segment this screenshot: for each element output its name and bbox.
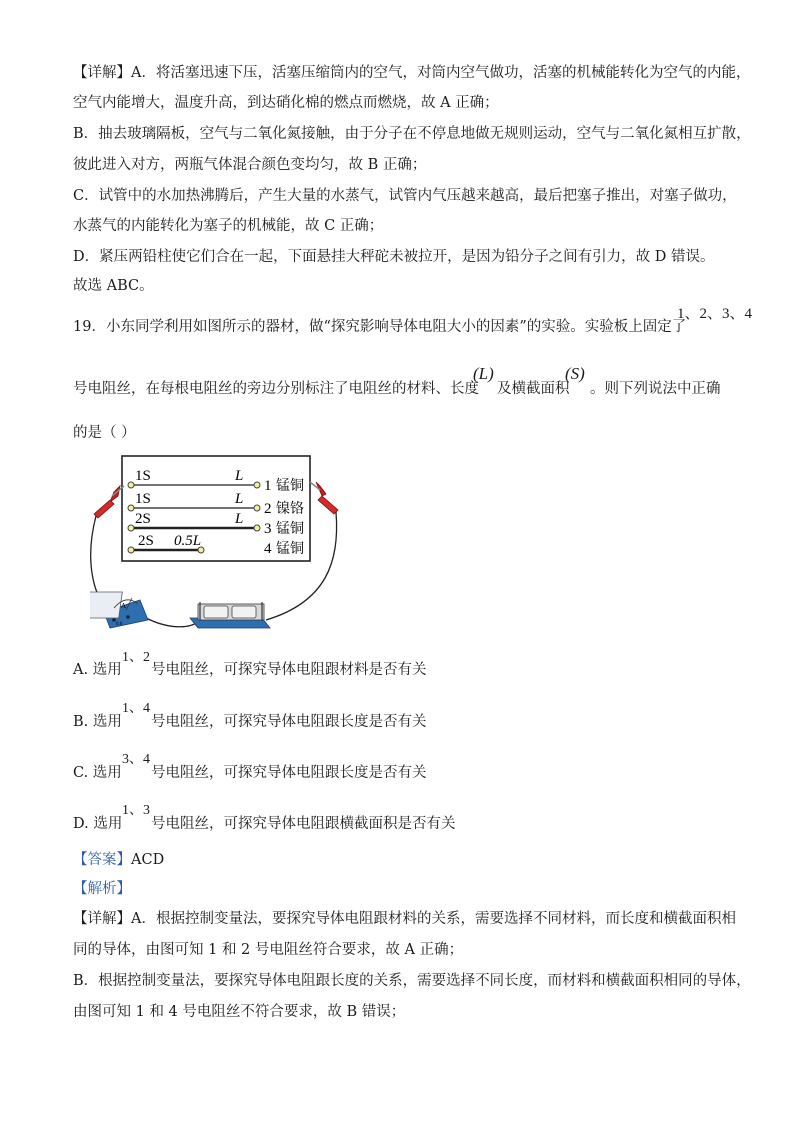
prev-detail-line-3: B．抽去玻璃隔板，空气与二氧化氮接触，由于分子在不停息地做无规则运动，空气与二氧化氮相互扩散， (73, 126, 751, 142)
left-alligator-clip (94, 486, 124, 518)
wire-2-material: 镍铬 (276, 502, 304, 517)
question-wire-numbers: 1、2、3、4 (677, 306, 753, 322)
prev-detail-line-4: 彼此进入对方，两瓶气体混合颜色变均匀，故 B 正确； (73, 157, 427, 173)
detail-line-4: 由图可知 1 和 4 号电阻丝不符合要求，故 B 错误； (73, 1004, 406, 1020)
detail-line-1: 【详解】A．根据控制变量法，要探究导体电阻跟材料的关系，需要选择不同材料，而长度和横截面积相 (73, 911, 736, 927)
answer-value: ACD (131, 852, 165, 868)
option-d-numbers: 1、3 (122, 803, 150, 818)
wire-1-area: 1S (135, 468, 151, 484)
question-line-3: 的是（ ） (73, 425, 136, 441)
wire-2-length: L (235, 491, 244, 507)
option-a-prefix: A. 选用 (73, 662, 122, 678)
detail-line-3: B．根据控制变量法，要探究导体电阻跟长度的关系，需要选择不同长度，而材料和横截面积相同的导体， (73, 973, 751, 989)
prev-detail-line-6: 水蒸气的内能转化为塞子的机械能，故 C 正确； (73, 218, 384, 234)
circuit-figure (90, 452, 350, 637)
option-a-numbers: 1、2 (122, 650, 150, 665)
wire-2-area: 1S (135, 491, 151, 507)
option-b-text: 号电阻丝，可探究导体电阻跟长度是否有关 (151, 714, 427, 730)
option-d-text: 号电阻丝，可探究导体电阻跟横截面积是否有关 (151, 816, 456, 832)
answer-label: 【答案】 (73, 852, 131, 868)
option-c-text: 号电阻丝，可探究导体电阻跟长度是否有关 (151, 765, 427, 781)
option-b-prefix: B. 选用 (73, 714, 122, 730)
wire-3-number: 3 (264, 521, 272, 537)
prev-detail-line-8: 故选 ABC。 (73, 278, 154, 294)
right-alligator-clip (310, 482, 338, 514)
option-c-prefix: C. 选用 (73, 765, 122, 781)
bottom-lead-wire (146, 618, 198, 627)
option-d-prefix: D. 选用 (73, 816, 123, 832)
question-line-2a: 号电阻丝，在每根电阻丝的旁边分别标注了电阻丝的材料、长度 (73, 381, 479, 397)
wire-3-material: 锰铜 (276, 522, 304, 537)
ammeter-range: 0.6 (116, 622, 123, 627)
wire-3-length: L (235, 511, 244, 527)
length-symbol: (L) (473, 364, 494, 383)
ammeter-symbol: A (121, 602, 127, 610)
option-c-numbers: 3、4 (122, 752, 150, 767)
analysis-label: 【解析】 (73, 881, 131, 897)
prev-detail-line-2: 空气内能增大，温度升高，到达硝化棉的燃点而燃烧，故 A 正确； (73, 95, 499, 111)
wire-3-area: 2S (135, 511, 151, 527)
question-line-1: 19．小东同学利用如图所示的器材，做“探究影响导体电阻大小的因素”的实验。实验板上固定了 (73, 319, 687, 335)
wire-4-material: 锰铜 (276, 542, 304, 557)
prev-detail-line-7: D．紧压两铅柱使它们合在一起，下面悬挂大秤砣未被拉开，是因为铅分子之间有引力，故 D 错误。 (73, 249, 715, 265)
prev-detail-line-5: C．试管中的水加热沸腾后，产生大量的水蒸气，试管内气压越来越高，最后把塞子推出，对塞子做功， (73, 188, 737, 204)
wire-2-number: 2 (264, 501, 272, 517)
area-symbol: (S) (565, 364, 585, 383)
wire-1-number: 1 (264, 478, 272, 494)
wire-4-number: 4 (264, 541, 272, 557)
prev-detail-line-1: 【详解】A．将活塞迅速下压，活塞压缩筒内的空气，对筒内空气做功，活塞的机械能转化为空气的内能， (73, 65, 751, 81)
battery-box (190, 602, 270, 628)
analysis-line (73, 879, 131, 899)
ammeter (90, 592, 148, 628)
wire-4-area: 2S (138, 533, 154, 549)
answer-line (73, 850, 164, 870)
detail-line-2: 同的导体，由图可知 1 和 2 号电阻丝符合要求，故 A 正确； (73, 942, 464, 958)
wire-4-length: 0.5L (174, 533, 202, 549)
question-line-2c: 。则下列说法中正确 (590, 381, 721, 397)
option-b-numbers: 1、4 (122, 701, 150, 716)
wire-1-length: L (235, 468, 244, 484)
question-line-2b: 及横截面积 (497, 381, 570, 397)
option-a-text: 号电阻丝，可探究导体电阻跟材料是否有关 (151, 662, 427, 678)
wire-1-material: 锰铜 (276, 479, 304, 494)
